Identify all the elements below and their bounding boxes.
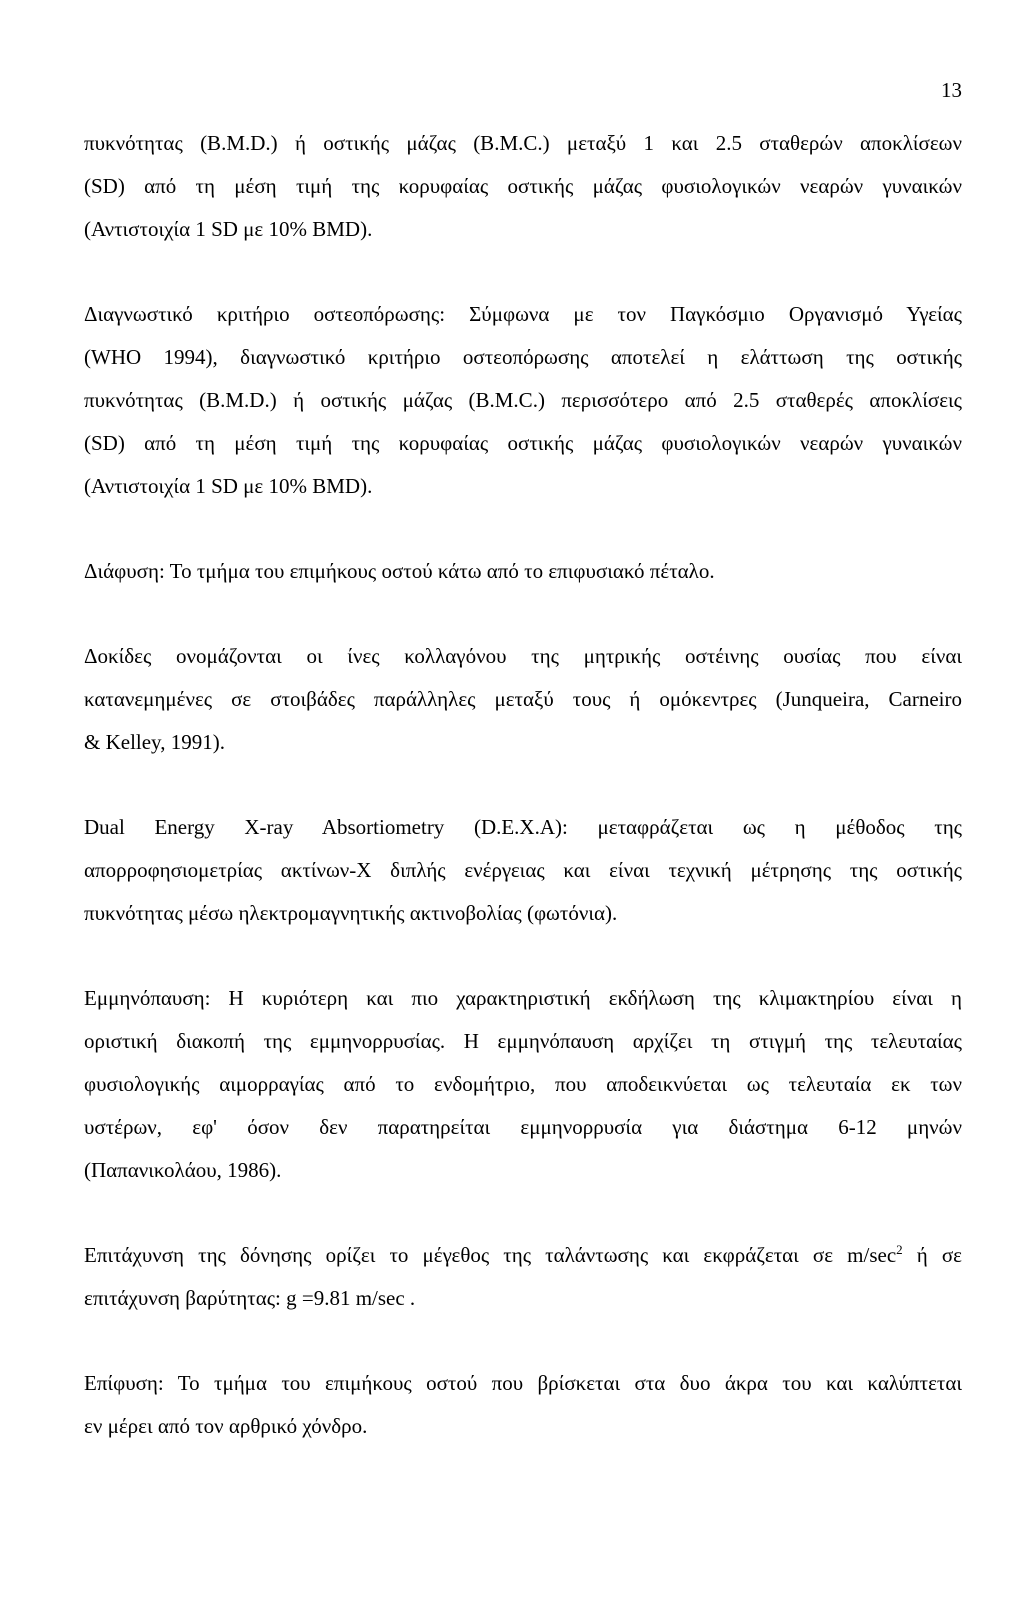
- text-line: Διαγνωστικό κριτήριο οστεοπόρωσης: Σύμφωνα με τον Παγκόσμιο Οργανισμό Υγείας: [84, 302, 962, 326]
- paragraph-menopause: [84, 977, 962, 1192]
- text-segment: Επιτάχυνση της δόνησης ορίζει το μέγεθος της ταλάντωσης και εκφράζεται σε m/sec: [84, 1243, 897, 1267]
- text-line: φυσιολογικής αιμορραγίας από το ενδομήτριο, που αποδεικνύεται ως τελευταία εκ των: [84, 1072, 962, 1096]
- text-line: επιτάχυνση βαρύτητας: g =9.81 m/sec .: [84, 1286, 416, 1310]
- text-line: απορροφησιομετρίας ακτίνων-Χ διπλής ενέργειας και είναι τεχνική μέτρησης της οστικής: [84, 858, 962, 882]
- paragraph-diaphysis: [84, 550, 962, 593]
- text-line: κατανεμημένες σε στοιβάδες παράλληλες μεταξύ τους ή ομόκεντρες (Junqueira, Carneiro: [84, 687, 962, 711]
- text-line: (SD) από τη μέση τιμή της κορυφαίας οστικής μάζας φυσιολογικών νεαρών γυναικών: [84, 174, 962, 198]
- text-line: Διάφυση: Το τμήμα του επιμήκους οστού κάτω από το επιφυσιακό πέταλο.: [84, 559, 715, 583]
- text-line: πυκνότητας (B.M.D.) ή οστικής μάζας (B.M.C.) περισσότερο από 2.5 σταθερές αποκλίσεις: [84, 388, 962, 412]
- text-segment: ή σε: [902, 1243, 962, 1267]
- paragraph-epiphysis: [84, 1362, 962, 1448]
- paragraph-dexa: [84, 806, 962, 935]
- page-number: 13: [941, 78, 962, 102]
- superscript-exponent: 2: [896, 1242, 903, 1257]
- paragraph-acceleration: [84, 1234, 962, 1320]
- text-line: πυκνότητας μέσω ηλεκτρομαγνητικής ακτινοβολίας (φωτόνια).: [84, 901, 618, 925]
- text-line: Dual Energy X-ray Absortiometry (D.E.X.A): μεταφράζεται ως η μέθοδος της: [84, 815, 962, 839]
- text-line: εν μέρει από τον αρθρικό χόνδρο.: [84, 1414, 368, 1438]
- text-line: (SD) από τη μέση τιμή της κορυφαίας οστικής μάζας φυσιολογικών νεαρών γυναικών: [84, 431, 962, 455]
- text-line: πυκνότητας (B.M.D.) ή οστικής μάζας (B.M.C.) μεταξύ 1 και 2.5 σταθερών αποκλίσεων: [84, 131, 962, 155]
- text-line: (Παπανικολάου, 1986).: [84, 1158, 282, 1182]
- paragraph-osteoporosis-criterion: [84, 293, 962, 508]
- text-line: υστέρων, εφ' όσον δεν παρατηρείται εμμηνορρυσία για διάστημα 6-12 μηνών: [84, 1115, 962, 1139]
- text-line: Επίφυση: Το τμήμα του επιμήκους οστού που βρίσκεται στα δυο άκρα του και καλύπτεται: [84, 1371, 962, 1395]
- page-content: [84, 122, 962, 1448]
- text-line: [84, 1234, 962, 1277]
- text-line: Δοκίδες ονομάζονται οι ίνες κολλαγόνου της μητρικής οστέινης ουσίας που είναι: [84, 644, 962, 668]
- text-line: (WHO 1994), διαγνωστικό κριτήριο οστεοπόρωσης αποτελεί η ελάττωση της οστικής: [84, 345, 962, 369]
- text-line: (Αντιστοιχία 1 SD με 10% BMD).: [84, 474, 373, 498]
- paragraph-bmd-definition: [84, 122, 962, 251]
- text-line: & Kelley, 1991).: [84, 730, 225, 754]
- text-line: οριστική διακοπή της εμμηνορρυσίας. Η εμμηνόπαυση αρχίζει τη στιγμή της τελευταίας: [84, 1029, 962, 1053]
- paragraph-trabeculae: [84, 635, 962, 764]
- text-line: (Αντιστοιχία 1 SD με 10% BMD).: [84, 217, 373, 241]
- text-line: Εμμηνόπαυση: Η κυριότερη και πιο χαρακτηριστική εκδήλωση της κλιμακτηρίου είναι η: [84, 986, 962, 1010]
